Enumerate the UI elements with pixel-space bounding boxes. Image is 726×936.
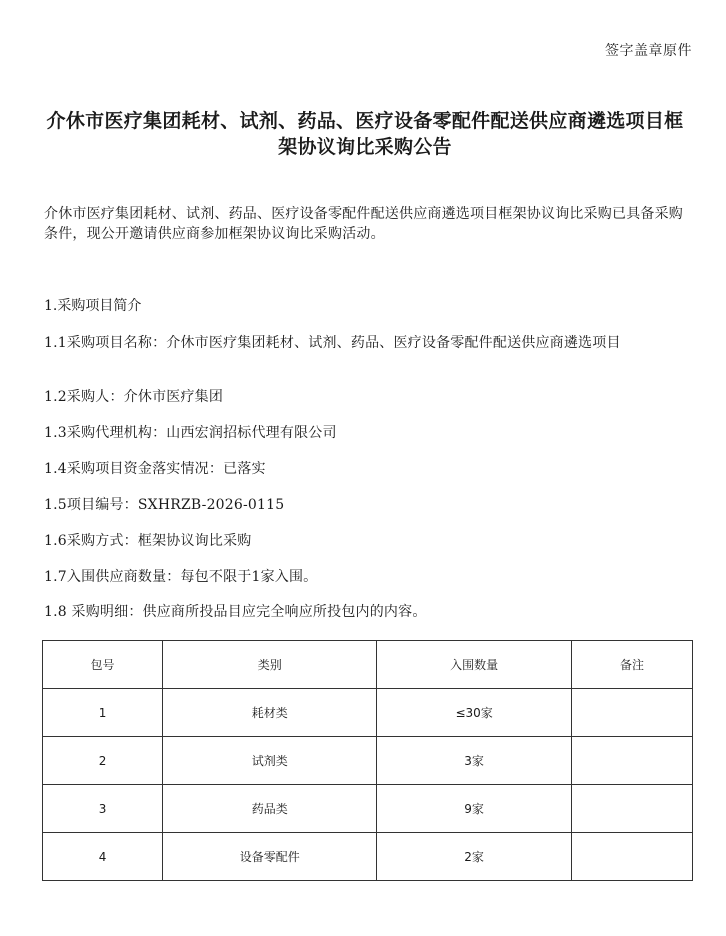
document-title: 介休市医疗集团耗材、试剂、药品、医疗设备零配件配送供应商遴选项目框架协议询比采购公告 — [46, 110, 684, 158]
table-row — [43, 785, 693, 833]
cell-remarks — [571, 833, 692, 881]
table-header-row — [43, 641, 693, 689]
cell-category: 药品类 — [163, 785, 377, 833]
table-row — [43, 737, 693, 785]
cell-shortlist-count: ≤30家 — [377, 689, 572, 737]
item-procurement-method: 1.6采购方式：框架协议询比采购 — [44, 533, 252, 549]
table-row — [43, 833, 693, 881]
section-heading: 1.采购项目简介 — [44, 298, 142, 314]
item-procurement-details: 1.8 采购明细：供应商所投品目应完全响应所投包内的内容。 — [44, 604, 427, 620]
cell-remarks — [571, 689, 692, 737]
header-shortlist-count: 入围数量 — [377, 641, 572, 689]
cell-remarks — [571, 785, 692, 833]
intro-paragraph: 介休市医疗集团耗材、试剂、药品、医疗设备零配件配送供应商遴选项目框架协议询比采购已具备采购条件，现公开邀请供应商参加框架协议询比采购活动。 — [44, 206, 683, 242]
cell-package-no: 3 — [43, 785, 163, 833]
item-project-name: 1.1采购项目名称：介休市医疗集团耗材、试剂、药品、医疗设备零配件配送供应商遴选项目 — [44, 335, 621, 351]
cell-shortlist-count: 2家 — [377, 833, 572, 881]
stamp-note: 签字盖章原件 — [605, 43, 692, 59]
cell-package-no: 4 — [43, 833, 163, 881]
item-funding: 1.4采购项目资金落实情况：已落实 — [44, 461, 266, 477]
header-package-no: 包号 — [43, 641, 163, 689]
header-remarks: 备注 — [571, 641, 692, 689]
item-supplier-count: 1.7入围供应商数量：每包不限于1家入围。 — [44, 569, 318, 585]
package-table — [42, 640, 693, 881]
item-agency: 1.3采购代理机构：山西宏润招标代理有限公司 — [44, 425, 337, 441]
cell-package-no: 1 — [43, 689, 163, 737]
cell-package-no: 2 — [43, 737, 163, 785]
cell-category: 试剂类 — [163, 737, 377, 785]
table-row — [43, 689, 693, 737]
cell-remarks — [571, 737, 692, 785]
item-project-number: 1.5项目编号：SXHRZB-2026-0115 — [44, 497, 285, 513]
cell-category: 耗材类 — [163, 689, 377, 737]
cell-shortlist-count: 3家 — [377, 737, 572, 785]
item-purchaser: 1.2采购人：介休市医疗集团 — [44, 389, 224, 405]
cell-category: 设备零配件 — [163, 833, 377, 881]
header-category: 类别 — [163, 641, 377, 689]
cell-shortlist-count: 9家 — [377, 785, 572, 833]
